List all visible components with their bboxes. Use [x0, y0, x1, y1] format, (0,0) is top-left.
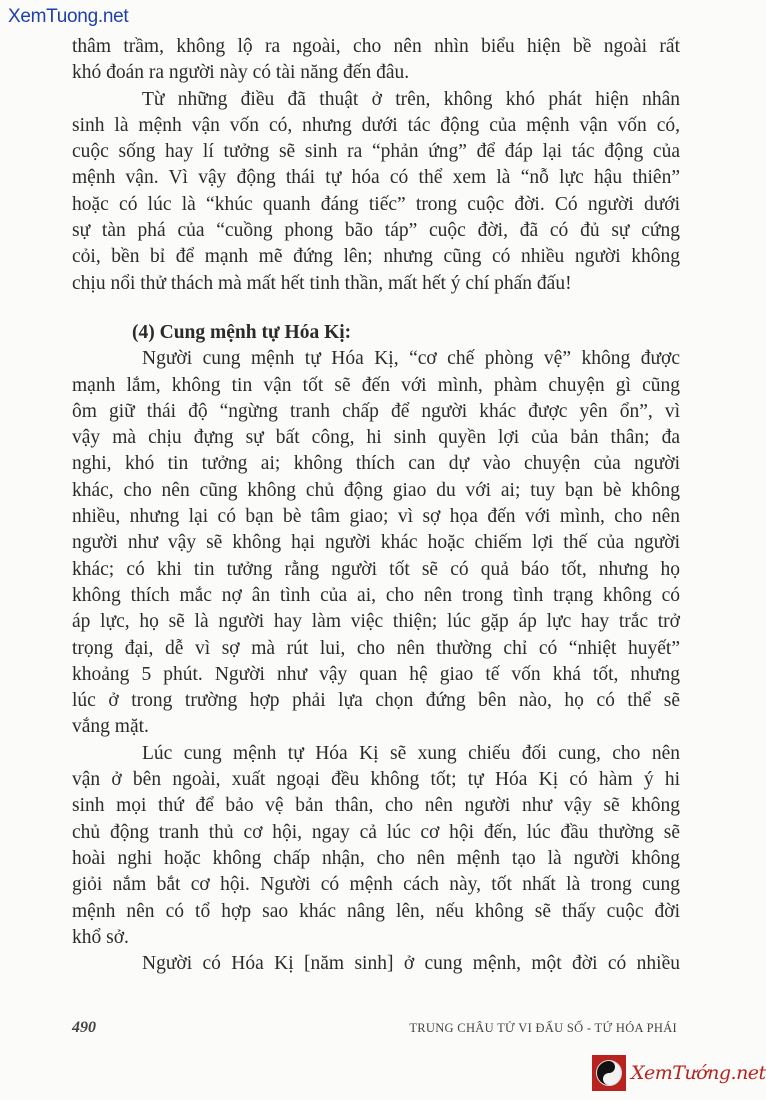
text-line: chủ động tranh thủ cơ hội, ngay cả lúc cơ hội đến, lúc đầu thường sẽ — [72, 821, 680, 843]
paragraph — [72, 741, 680, 951]
section-gap — [72, 297, 680, 320]
text-line: khoảng 5 phút. Người như vậy quan hệ giao tế vốn khá tốt, nhưng — [72, 663, 680, 685]
text-line: Người cung mệnh tự Hóa Kị, “cơ chế phòng vệ” không được — [142, 348, 680, 370]
text-line: thâm trầm, không lộ ra ngoài, cho nên nhìn biểu hiện bề ngoài rất — [72, 36, 680, 57]
text-line: sinh là mệnh vận vốn có, nhưng dưới tác động của mệnh vận vốn có, — [72, 114, 680, 136]
text-line: vậy mà chịu đựng sự bất công, hi sinh quyền lợi của bản thân; đa — [72, 427, 680, 449]
text-line: sự tàn phá của “cuồng phong bão táp” cuộc đời, đã có đủ sự cứng — [72, 220, 680, 242]
paragraph — [72, 951, 680, 977]
text-line: sinh mọi thứ để bảo vệ bản thân, cho nên người như vậy sẽ không — [72, 795, 680, 817]
text-line: mệnh vận. Vì vậy động thái tự hóa có thể xem là “nỗ lực hậu thiên” — [72, 167, 680, 189]
text-line: vận ở bên ngoài, xuất ngoại đều không tốt; tự Hóa Kị có hàm ý hi — [72, 769, 680, 791]
text-line: trọng đại, dễ vì sợ mà rút lui, cho nên thường chỉ có “nhiệt huyết” — [72, 637, 680, 659]
text-line: hoặc có lúc là “khúc quanh đáng tiếc” trong cuộc đời. Có người dưới — [72, 193, 680, 215]
site-watermark-label: XemTuong.net — [8, 6, 129, 27]
text-line: chịu nổi thử thách mà mất hết tinh thần, mất hết ý chí phấn đấu! — [72, 272, 572, 294]
yin-yang-icon — [592, 1055, 626, 1091]
paragraph — [72, 34, 680, 87]
text-line: khác; có khi tin tưởng rằng người tốt sẽ có quả báo tốt, nhưng họ — [72, 558, 680, 580]
text-line: vắng mặt. — [72, 716, 149, 738]
text-line: mạnh lắm, không tin vận tốt sẽ đến với mình, phàm chuyện gì cũng — [72, 374, 680, 396]
text-line: Người có Hóa Kị [năm sinh] ở cung mệnh, một đời có nhiều — [142, 953, 680, 975]
page-body — [72, 34, 680, 977]
paragraph — [72, 346, 680, 740]
text-line: người như vậy sẽ không hại người khác hoặc chiếm lợi thế của người — [72, 532, 680, 554]
text-line: khổ sở. — [72, 926, 129, 948]
text-line: khác, cho nên cũng không chủ động giao du với ai; tuy bạn bè không — [72, 479, 680, 501]
text-line: không thích mắc nợ ân tình của ai, cho nên trong tình trạng không có — [72, 584, 680, 606]
text-line: ôm giữ thái độ “ngừng tranh chấp để người khác được yên ổn”, vì — [72, 400, 680, 422]
paragraph — [72, 87, 680, 297]
running-title: TRUNG CHÂU TỬ VI ĐẨU SỐ - TỨ HÓA PHÁI — [409, 1021, 677, 1035]
page-number: 490 — [72, 1019, 96, 1036]
site-logo — [592, 1055, 766, 1091]
text-line: giỏi nắm bắt cơ hội. Người có mệnh cách này, tốt nhất là trong cung — [72, 874, 680, 896]
text-line: Lúc cung mệnh tự Hóa Kị sẽ xung chiếu đối cung, cho nên — [142, 742, 680, 764]
text-line: hoài nghi hoặc không chấp nhận, cho nên mệnh tạo là người không — [72, 847, 680, 869]
text-line: Từ những điều đã thuật ở trên, không khó phát hiện nhân — [142, 88, 680, 110]
text-line: khó đoán ra người này có tài năng đến đâu. — [72, 62, 410, 84]
section-heading: (4) Cung mệnh tự Hóa Kị: — [132, 321, 352, 343]
text-line: lúc ở trong trường hợp phải lựa chọn đứng bên nào, họ có thể sẽ — [72, 690, 680, 712]
text-line: cuộc sống hay lí tưởng sẽ sinh ra “phản ứng” để đáp lại tác động của — [72, 141, 680, 163]
text-line: nhiều, nhưng lại có bạn bè tâm giao; vì sợ họa đến với mình, cho nên — [72, 506, 680, 528]
text-line: mệnh nên có tổ hợp sao khác nâng lên, nếu không sẽ thấy cuộc đời — [72, 900, 680, 922]
text-line: nghi, khó tin tưởng ai; không thích can dự vào chuyện của người — [72, 453, 680, 475]
text-line: cỏi, bền bỉ để mạnh mẽ đứng lên; nhưng cũng có nhiều người không — [72, 246, 680, 268]
logo-text: XemTướng.net — [631, 1062, 766, 1084]
text-line: áp lực, họ sẽ là người hay làm việc thiện; lúc gặp áp lực hay trắc trở — [72, 611, 680, 633]
